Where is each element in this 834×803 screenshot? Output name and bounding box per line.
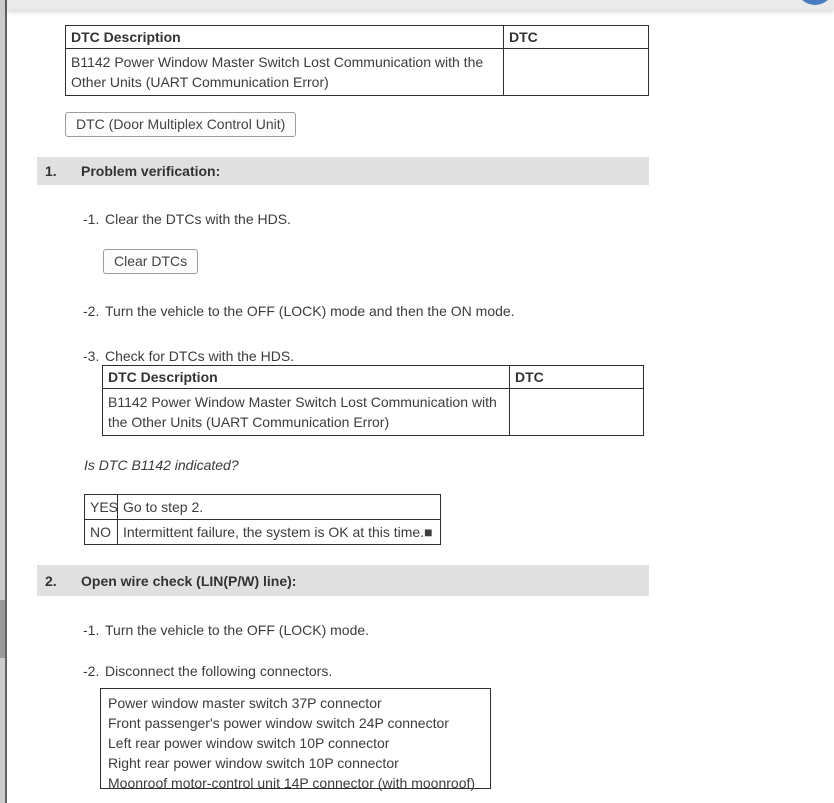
substep-text: Turn the vehicle to the OFF (LOCK) mode. [105, 622, 370, 638]
no-row [85, 520, 441, 545]
yes-action-cell: Go to step 2. [118, 495, 441, 520]
step-number: 2. [45, 572, 57, 589]
substep-text: Check for DTCs with the HDS. [105, 348, 295, 364]
dtc-check-table [102, 365, 644, 436]
dtc-description-cell: B1142 Power Window Master Switch Lost Communication with the Other Units (UART Communication Error) [103, 389, 510, 436]
step-title: Problem verification: [81, 163, 221, 179]
question-text: Is DTC B1142 indicated? [84, 457, 239, 473]
substep-label: -2. [83, 303, 100, 319]
connector-list-box [100, 688, 491, 789]
table-header-row [66, 26, 649, 49]
step-title: Open wire check (LIN(P/W) line): [81, 572, 297, 589]
yes-label-cell: YES [85, 495, 118, 520]
substep-label: -3. [83, 348, 100, 364]
dtc-header: DTC [510, 366, 644, 389]
dtc-summary-table [65, 25, 649, 96]
substep-text: Clear the DTCs with the HDS. [105, 211, 291, 227]
substep-label: -1. [83, 622, 100, 638]
dtc-description-header: DTC Description [103, 366, 510, 389]
step-2-header [37, 565, 649, 596]
no-label-cell: NO [85, 520, 118, 545]
connector-item: Moonroof motor-control unit 14P connector (with moonroof) [108, 775, 476, 791]
dtc-header: DTC [504, 26, 649, 49]
substep-label: -2. [83, 663, 100, 679]
dtc-code-cell [504, 49, 649, 96]
dtc-description-header: DTC Description [66, 26, 504, 49]
dtc-info-button[interactable]: DTC (Door Multiplex Control Unit) [65, 112, 296, 137]
decision-table [84, 494, 441, 545]
connector-item: Front passenger's power window switch 24P connector [108, 715, 449, 731]
connector-item: Left rear power window switch 10P connector [108, 735, 390, 751]
substep-text: Disconnect the following connectors. [105, 663, 333, 679]
connector-item: Power window master switch 37P connector [108, 695, 382, 711]
window-border [5, 0, 7, 803]
dtc-code-cell [510, 389, 644, 436]
connector-item: Right rear power window switch 10P connector [108, 755, 399, 771]
substep-2-1 [83, 622, 369, 638]
step-1-header [37, 157, 649, 185]
table-row [66, 49, 649, 96]
substep-label: -1. [83, 211, 100, 227]
no-action-cell: Intermittent failure, the system is OK at this time.■ [118, 520, 441, 545]
substep-1-1 [83, 211, 291, 227]
substep-2-2 [83, 663, 332, 679]
table-row [103, 389, 644, 436]
yes-row [85, 495, 441, 520]
substep-1-2 [83, 303, 515, 319]
substep-1-3 [83, 348, 294, 364]
substep-text: Turn the vehicle to the OFF (LOCK) mode and then the ON mode. [105, 303, 515, 319]
step-number: 1. [45, 163, 57, 179]
top-toolbar-edge [7, 0, 834, 10]
dtc-description-cell: B1142 Power Window Master Switch Lost Communication with the Other Units (UART Communication Error) [66, 49, 504, 96]
table-header-row [103, 366, 644, 389]
clear-dtcs-button[interactable]: Clear DTCs [103, 249, 198, 274]
